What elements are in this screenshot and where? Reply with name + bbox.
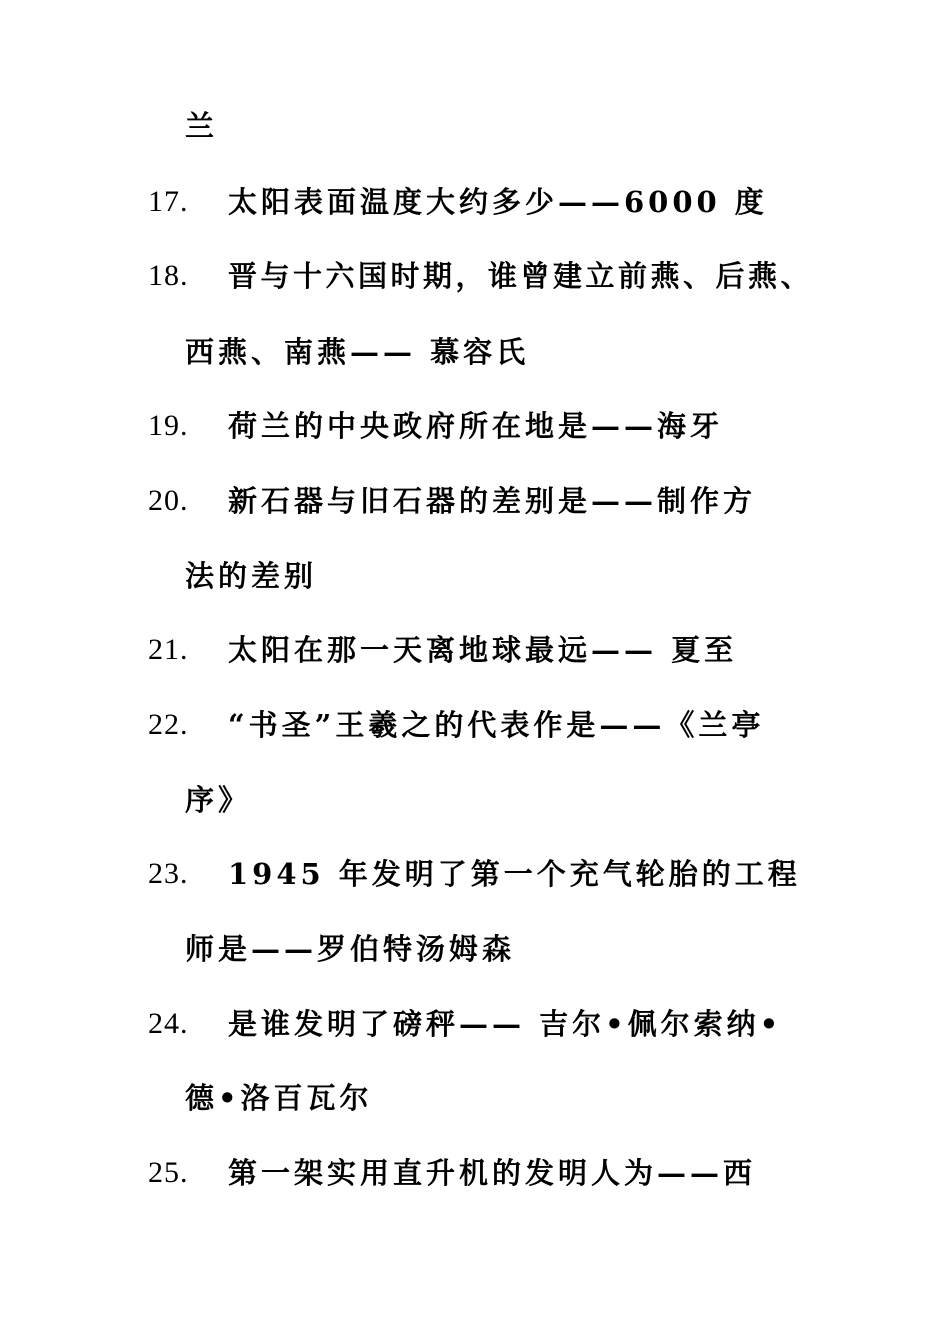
- item-17-number: 17.: [148, 185, 189, 218]
- item-18-number: 18.: [148, 259, 189, 292]
- item-20-number: 20.: [148, 484, 189, 517]
- item-19-text: 荷兰的中央政府所在地是——海牙: [228, 409, 724, 443]
- item-24-number: 24.: [148, 1007, 189, 1040]
- item-23-text-line-2: 师是——罗伯特汤姆森: [185, 932, 516, 966]
- item-21-number: 21.: [148, 633, 189, 666]
- item-23-text-line-1: 1945 年发明了第一个充气轮胎的工程: [228, 857, 801, 891]
- item-20-text-line-1: 新石器与旧石器的差别是——制作方: [228, 484, 757, 518]
- item-18-text-line-2: 西燕、南燕—— 慕容氏: [185, 335, 530, 369]
- item-19-number: 19.: [148, 409, 189, 442]
- item-20-text-line-2: 法的差别: [185, 559, 318, 593]
- item-25-text: 第一架实用直升机的发明人为——西: [228, 1156, 757, 1190]
- item-17-text: 太阳表面温度大约多少——6000 度: [228, 185, 768, 219]
- item-22-number: 22.: [148, 708, 189, 741]
- item-24-text-line-2: 德•洛百瓦尔: [185, 1081, 373, 1115]
- item-24-text-line-1: 是谁发明了磅秤—— 吉尔•佩尔索纳•: [228, 1007, 783, 1041]
- item-21-text: 太阳在那一天离地球最远—— 夏至: [228, 633, 738, 667]
- item-continuation-text: 兰: [185, 109, 219, 143]
- item-22-text-line-2: 序》: [185, 783, 252, 817]
- item-25-number: 25.: [148, 1156, 189, 1189]
- item-23-number: 23.: [148, 857, 189, 890]
- item-22-text-line-1: “书圣”王羲之的代表作是——《兰亭: [228, 708, 765, 742]
- item-18-text-line-1: 晋与十六国时期，谁曾建立前燕、后燕、: [228, 259, 814, 293]
